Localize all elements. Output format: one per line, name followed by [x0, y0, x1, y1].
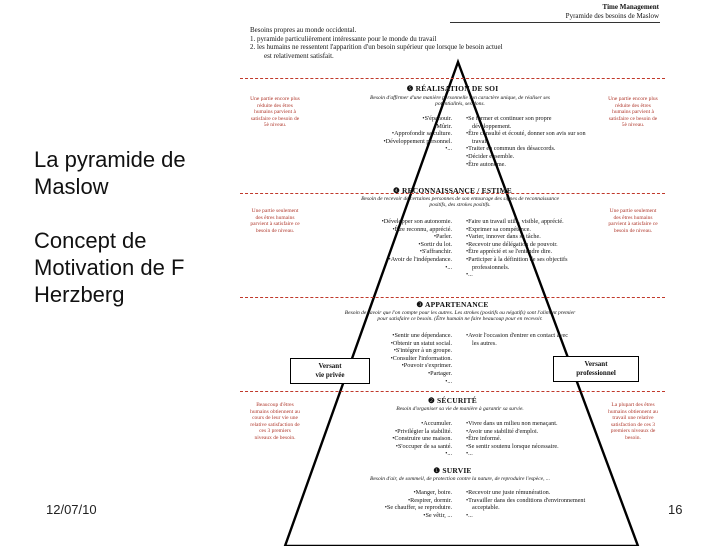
list-item: • Être apprécié et se l'entendre dire.: [466, 248, 596, 256]
level-2-left-list: [340, 420, 452, 458]
level-5-left-list: [340, 115, 452, 153]
list-item: • Être consulté et écouté, donner son avis sur son travail.: [466, 130, 586, 145]
list-item: • Développement personnel.: [340, 138, 452, 146]
level-3-right-list: [466, 332, 576, 347]
list-item: • Accumuler.: [340, 420, 452, 428]
list-item: • Varier, innover dans sa tâche.: [466, 233, 596, 241]
divider-3: [240, 297, 665, 298]
list-item: • Participer à la définition de ses objectifs professionnels.: [466, 256, 596, 271]
title-line-4: Concept de: [34, 228, 147, 253]
list-item: • S'occuper de sa santé.: [340, 443, 452, 451]
versant-private-box: [290, 358, 370, 384]
list-item: • Partager.: [340, 370, 452, 378]
list-item: • Approfondir sa culture.: [340, 130, 452, 138]
level-1-right-list: [466, 489, 596, 519]
list-item: • ...: [340, 450, 452, 458]
versant-private-line-2: vie privée: [315, 371, 345, 379]
list-item: • Privilégier la stabilité.: [340, 428, 452, 436]
level-3-title: ❸ APPARTENANCE: [416, 300, 489, 309]
list-item: • Être reconnu, apprécié.: [340, 226, 452, 234]
title-line-5: Motivation de F: [34, 255, 185, 280]
level-2-title: ❷ SÉCURITÉ: [428, 396, 477, 405]
level-2-desc: Besoin d'organiser sa vie de manière à garantir sa survie.: [396, 406, 524, 412]
list-item: • Manger, boire.: [335, 489, 452, 497]
list-item: • Traiter en commun des désaccords.: [466, 145, 586, 153]
slide-title: [34, 146, 244, 308]
level-4-left-list: [340, 218, 452, 271]
level-3-desc: Besoin de savoir que l'on compte pour les autres. Les strokes (positifs ou négatifs) sont l'aliment premier pour satisfaire ce besoin. (Être humain ne faire beaucoup pour en recevoir.: [344, 310, 576, 323]
list-item: • Se vêtir, ...: [335, 512, 452, 520]
list-item: • Obtenir un statut social.: [340, 340, 452, 348]
list-item: • ...: [466, 450, 596, 458]
list-item: • Mûrir.: [340, 123, 452, 131]
side-note-left-2: Une partie seulement des êtres humains parvient à satisfaire ce besoin de niveau.: [250, 208, 300, 234]
list-item: • S'affranchir.: [340, 248, 452, 256]
side-note-left-3: Beaucoup d'êtres humains obtiennent au cours de leur vie une relative satisfaction de ces 3 premiers niveaux de besoin.: [250, 402, 300, 441]
side-note-right-3: La plupart des êtres humains obtiennent au travail une relative satisfaction de ces 3 premiers niveaux de besoin.: [608, 402, 658, 441]
list-item: • Avoir de l'indépendance.: [340, 256, 452, 264]
list-item: • ...: [340, 145, 452, 153]
level-1-left-list: [335, 489, 452, 519]
level-4-desc: Besoin de recevoir de certaines personnes de son entourage des signes de reconnaissance positifs, des strokes positifs.: [361, 196, 559, 209]
list-item: • Recevoir une juste rémunération.: [466, 489, 596, 497]
list-item: • ...: [466, 271, 596, 279]
versant-professional-line-1: Versant: [584, 360, 608, 368]
page-number: 16: [668, 502, 683, 517]
doc-header-subtitle: Pyramide des besoins de Maslow: [565, 12, 659, 20]
level-2-right-list: [466, 420, 596, 458]
level-5-title: ❺ RÉALISATION DE SOI: [406, 84, 499, 93]
list-item: • Parler.: [340, 233, 452, 241]
intro-point-2b: est relativement satisfait.: [264, 51, 334, 60]
level-5-desc: Besoin d'affirmer d'une manière personnelle son caractère unique, de réaliser ses potentialités, ses dons.: [370, 95, 550, 108]
list-item: • Respirer, dormir.: [335, 497, 452, 505]
list-item: • Se sentir soutenu lorsque nécessaire.: [466, 443, 596, 451]
list-item: • Se former et continuer son propre développement.: [466, 115, 586, 130]
versant-professional-line-2: professionnel: [576, 369, 616, 377]
list-item: • Développer son autonomie.: [340, 218, 452, 226]
title-line-2: Maslow: [34, 174, 109, 199]
title-line-1: La pyramide de: [34, 147, 186, 172]
side-note-left-1: Une partie encore plus réduite des êtres humains parvient à satisfaire ce besoin de 5è niveau.: [250, 96, 300, 129]
list-item: • S'intégrer à un groupe.: [340, 347, 452, 355]
list-item: • Sortir du lot.: [340, 241, 452, 249]
list-item: • Recevoir une délégation de pouvoir.: [466, 241, 596, 249]
level-4-title: ❹ RECONNAISSANCE / ESTIME: [392, 186, 513, 195]
list-item: • Décider ensemble.: [466, 153, 586, 161]
list-item: • Avoir une stabilité d'emploi.: [466, 428, 596, 436]
level-5-right-list: [466, 115, 586, 168]
divider-top: [240, 78, 665, 79]
intro-point-2: 2. les humains ne ressentent l'apparition d'un besoin supérieur que lorsque le besoin actuel: [250, 43, 503, 51]
pyramid-outline: [240, 0, 665, 546]
list-item: • Vivre dans un milieu non menaçant.: [466, 420, 596, 428]
list-item: • Pouvoir s'exprimer.: [340, 362, 452, 370]
intro-heading: Besoins propres au monde occidental.: [250, 26, 357, 34]
side-note-right-2: Une partie seulement des êtres humains parvient à satisfaire ce besoin de niveau.: [608, 208, 658, 234]
list-item: • Construire une maison.: [340, 435, 452, 443]
level-1-desc: Besoin d'air, de sommeil, de protection contre la nature, de reproduire l'espèce, ...: [370, 476, 550, 482]
footer-date: 12/07/10: [46, 502, 97, 517]
list-item: • Se chauffer, se reproduire.: [335, 504, 452, 512]
list-item: • ...: [340, 378, 452, 386]
list-item: • Être informé.: [466, 435, 596, 443]
list-item: • Sentir une dépendance.: [340, 332, 452, 340]
list-item: • ...: [466, 512, 596, 520]
maslow-document: [240, 0, 665, 546]
level-1-title: ❶ SURVIE: [433, 466, 472, 475]
list-item: • Être autonome.: [466, 161, 586, 169]
title-line-3: [34, 200, 244, 227]
divider-4: [240, 391, 665, 392]
list-item: • Exprimer sa compétence.: [466, 226, 596, 234]
versant-professional-box: [553, 356, 639, 382]
level-4-right-list: [466, 218, 596, 279]
list-item: • Consulter l'information.: [340, 355, 452, 363]
list-item: • S'épanouir.: [340, 115, 452, 123]
title-line-6: Herzberg: [34, 282, 125, 307]
side-note-right-1: Une partie encore plus réduite des êtres humains parvient à satisfaire ce besoin de 5è niveau.: [608, 96, 658, 129]
list-item: • Travailler dans des conditions d'environnement acceptable.: [466, 497, 596, 512]
doc-header-title: Time Management: [602, 3, 659, 11]
list-item: • Avoir l'occasion d'entrer en contact avec les autres.: [466, 332, 576, 347]
versant-private-line-1: Versant: [318, 362, 342, 370]
list-item: • Faire un travail utile, visible, apprécié.: [466, 218, 596, 226]
intro-point-1: 1. pyramide particulièrement intéressante pour le monde du travail: [250, 34, 437, 43]
list-item: • ...: [340, 264, 452, 272]
